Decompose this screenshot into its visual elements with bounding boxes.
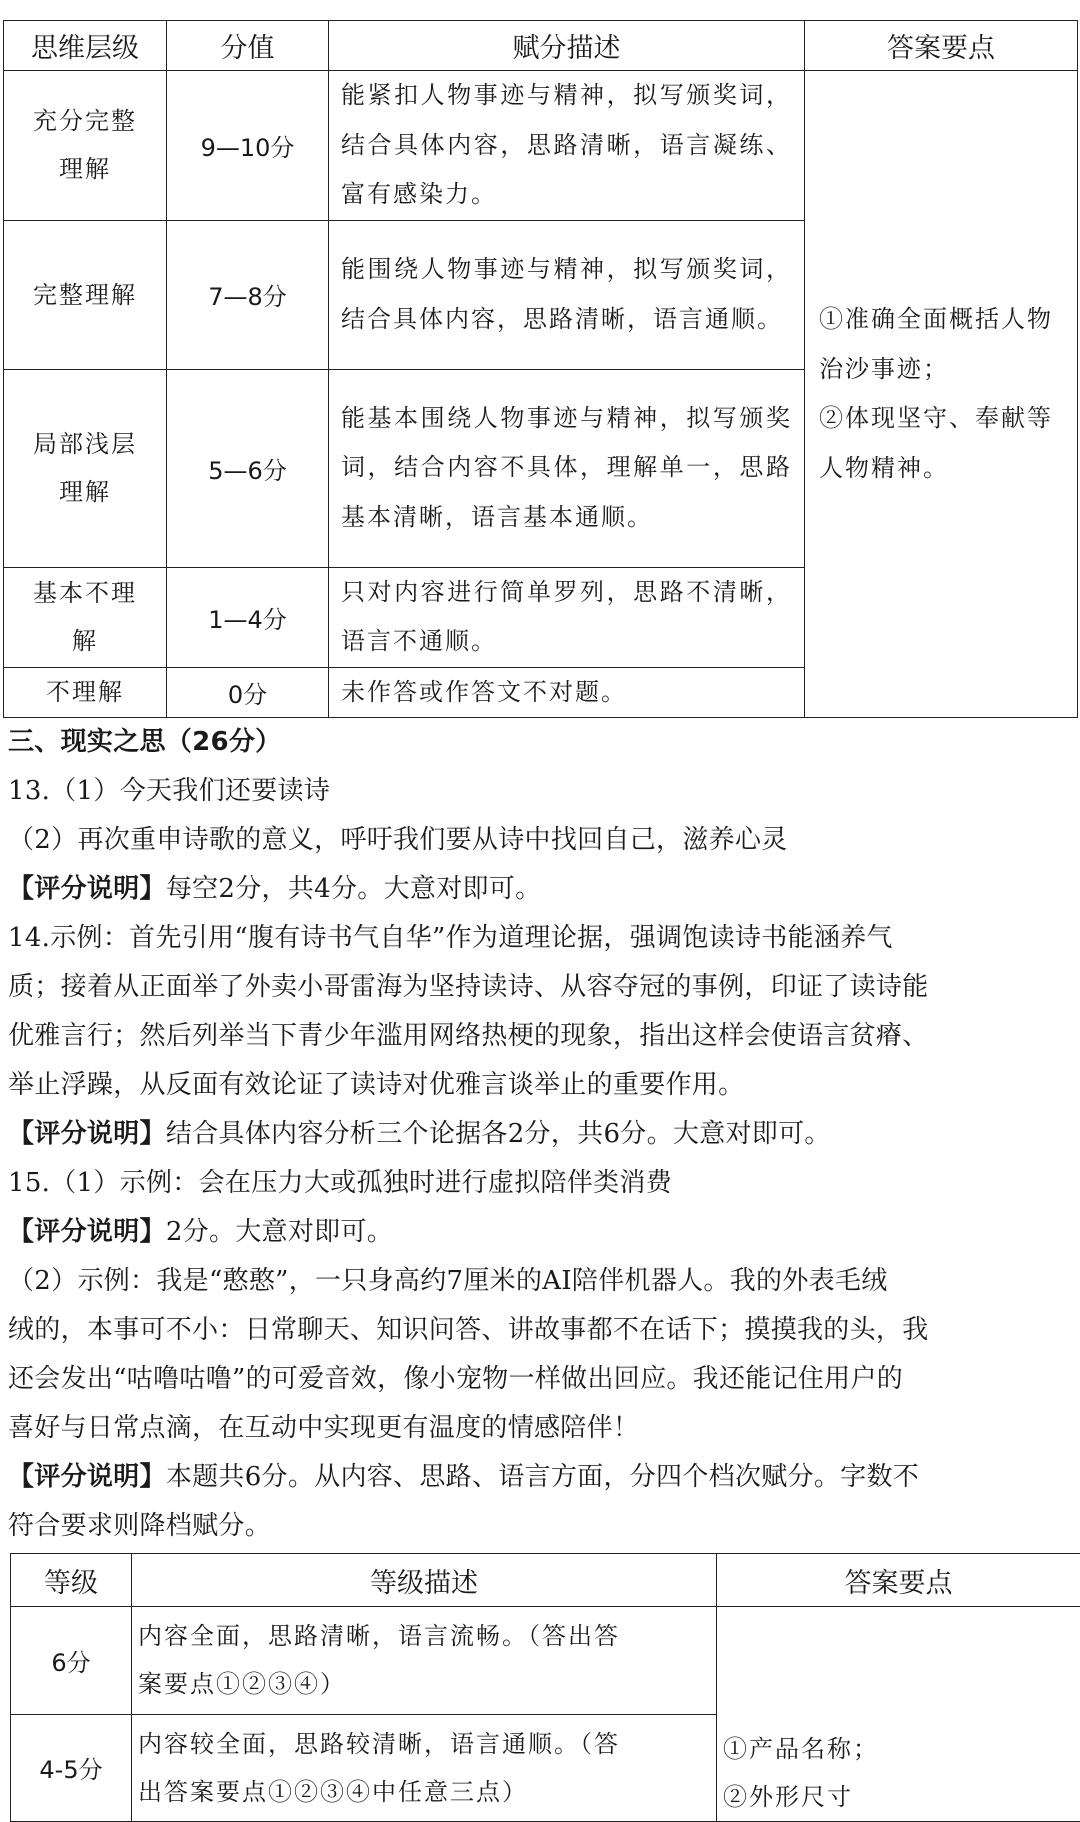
grade-cell: 4-5分 bbox=[11, 1714, 132, 1822]
table-row bbox=[11, 1607, 1080, 1715]
level-cell: 充分完整理解 bbox=[4, 71, 167, 221]
scoring-table-2 bbox=[10, 1553, 1080, 1822]
scoring-note: 【评分说明】每空2分，共4分。大意对即可。 bbox=[8, 865, 1074, 914]
key-points-cell bbox=[805, 71, 1078, 718]
answer-line: 举止浮躁，从反面有效论证了读诗对优雅言谈举止的重要作用。 bbox=[8, 1061, 1074, 1110]
answer-line: 喜好与日常点滴，在互动中实现更有温度的情感陪伴！ bbox=[8, 1404, 1074, 1453]
grade-description-cell: 内容全面，思路清晰，语言流畅。（答出答 案要点①②③④） bbox=[132, 1607, 717, 1715]
answer-line: 符合要求则降档赋分。 bbox=[8, 1502, 1074, 1551]
answer-line: （2）再次重申诗歌的意义，呼吁我们要从诗中找回自己，滋养心灵 bbox=[8, 816, 1074, 865]
level-cell: 局部浅层理解 bbox=[4, 369, 167, 567]
key-point: ①准确全面概括人物治沙事迹； bbox=[819, 295, 1063, 394]
answer-line: 还会发出“咕噜咕噜”的可爱音效，像小宠物一样做出回应。我还能记住用户的 bbox=[8, 1355, 1074, 1404]
header-score: 分值 bbox=[167, 21, 329, 71]
score-cell: 1—4分 bbox=[167, 567, 329, 667]
header-key-points: 答案要点 bbox=[717, 1554, 1080, 1607]
table-header-row bbox=[11, 1554, 1080, 1607]
level-cell: 完整理解 bbox=[4, 220, 167, 369]
header-grade: 等级 bbox=[11, 1554, 132, 1607]
header-level: 思维层级 bbox=[4, 21, 167, 71]
grade-cell: 6分 bbox=[11, 1607, 132, 1715]
answer-line: 质；接着从正面举了外卖小哥雷海为坚持读诗、从容夺冠的事例，印证了读诗能 bbox=[8, 963, 1074, 1012]
scoring-note: 【评分说明】结合具体内容分析三个论据各2分，共6分。大意对即可。 bbox=[8, 1110, 1074, 1159]
header-grade-description: 等级描述 bbox=[132, 1554, 717, 1607]
note-tag: 【评分说明】 bbox=[8, 874, 166, 904]
score-cell: 0分 bbox=[167, 667, 329, 718]
answer-line: 13.（1）今天我们还要读诗 bbox=[8, 767, 1074, 816]
scoring-note: 【评分说明】2分。大意对即可。 bbox=[8, 1208, 1074, 1257]
answer-line: 15.（1）示例：会在压力大或孤独时进行虚拟陪伴类消费 bbox=[8, 1159, 1074, 1208]
scoring-note: 【评分说明】本题共6分。从内容、思路、语言方面，分四个档次赋分。字数不 bbox=[8, 1453, 1074, 1502]
score-cell: 9—10分 bbox=[167, 71, 329, 221]
scoring-table-1 bbox=[3, 20, 1078, 718]
note-tag: 【评分说明】 bbox=[8, 1462, 166, 1492]
description-cell: 未作答或作答文不对题。 bbox=[329, 667, 805, 718]
answer-line: （2）示例：我是“憨憨”，一只身高约7厘米的AI陪伴机器人。我的外表毛绒 bbox=[8, 1257, 1074, 1306]
level-cell: 不理解 bbox=[4, 667, 167, 718]
section-title: 三、现实之思（26分） bbox=[8, 718, 1074, 767]
table-row bbox=[4, 71, 1078, 221]
answer-line: 绒的，本事可不小：日常聊天、知识问答、讲故事都不在话下；摸摸我的头，我 bbox=[8, 1306, 1074, 1355]
key-point: ②体现坚守、奉献等人物精神。 bbox=[819, 394, 1063, 493]
answer-text-block bbox=[8, 718, 1074, 1551]
note-tag: 【评分说明】 bbox=[8, 1217, 166, 1247]
table-header-row bbox=[4, 21, 1078, 71]
key-points-cell bbox=[717, 1607, 1080, 1822]
key-point: ①产品名称； bbox=[723, 1725, 1074, 1773]
score-cell: 7—8分 bbox=[167, 220, 329, 369]
header-key-points: 答案要点 bbox=[805, 21, 1078, 71]
score-cell: 5—6分 bbox=[167, 369, 329, 567]
answer-line: 优雅言行；然后列举当下青少年滥用网络热梗的现象，指出这样会使语言贫瘠、 bbox=[8, 1012, 1074, 1061]
header-description: 赋分描述 bbox=[329, 21, 805, 71]
description-cell: 能围绕人物事迹与精神，拟写颁奖词，结合具体内容，思路清晰，语言通顺。 bbox=[329, 220, 805, 369]
description-cell: 能基本围绕人物事迹与精神，拟写颁奖词，结合内容不具体，理解单一，思路基本清晰，语言基本通顺。 bbox=[329, 369, 805, 567]
description-cell: 只对内容进行简单罗列，思路不清晰，语言不通顺。 bbox=[329, 567, 805, 667]
key-point: ②外形尺寸 bbox=[723, 1773, 1074, 1821]
description-cell: 能紧扣人物事迹与精神，拟写颁奖词，结合具体内容，思路清晰，语言凝练、富有感染力。 bbox=[329, 71, 805, 221]
grade-description-cell: 内容较全面，思路较清晰，语言通顺。（答 出答案要点①②③④中任意三点） bbox=[132, 1714, 717, 1822]
answer-line: 14.示例：首先引用“腹有诗书气自华”作为道理论据，强调饱读诗书能涵养气 bbox=[8, 914, 1074, 963]
level-cell: 基本不理解 bbox=[4, 567, 167, 667]
note-tag: 【评分说明】 bbox=[8, 1119, 166, 1149]
